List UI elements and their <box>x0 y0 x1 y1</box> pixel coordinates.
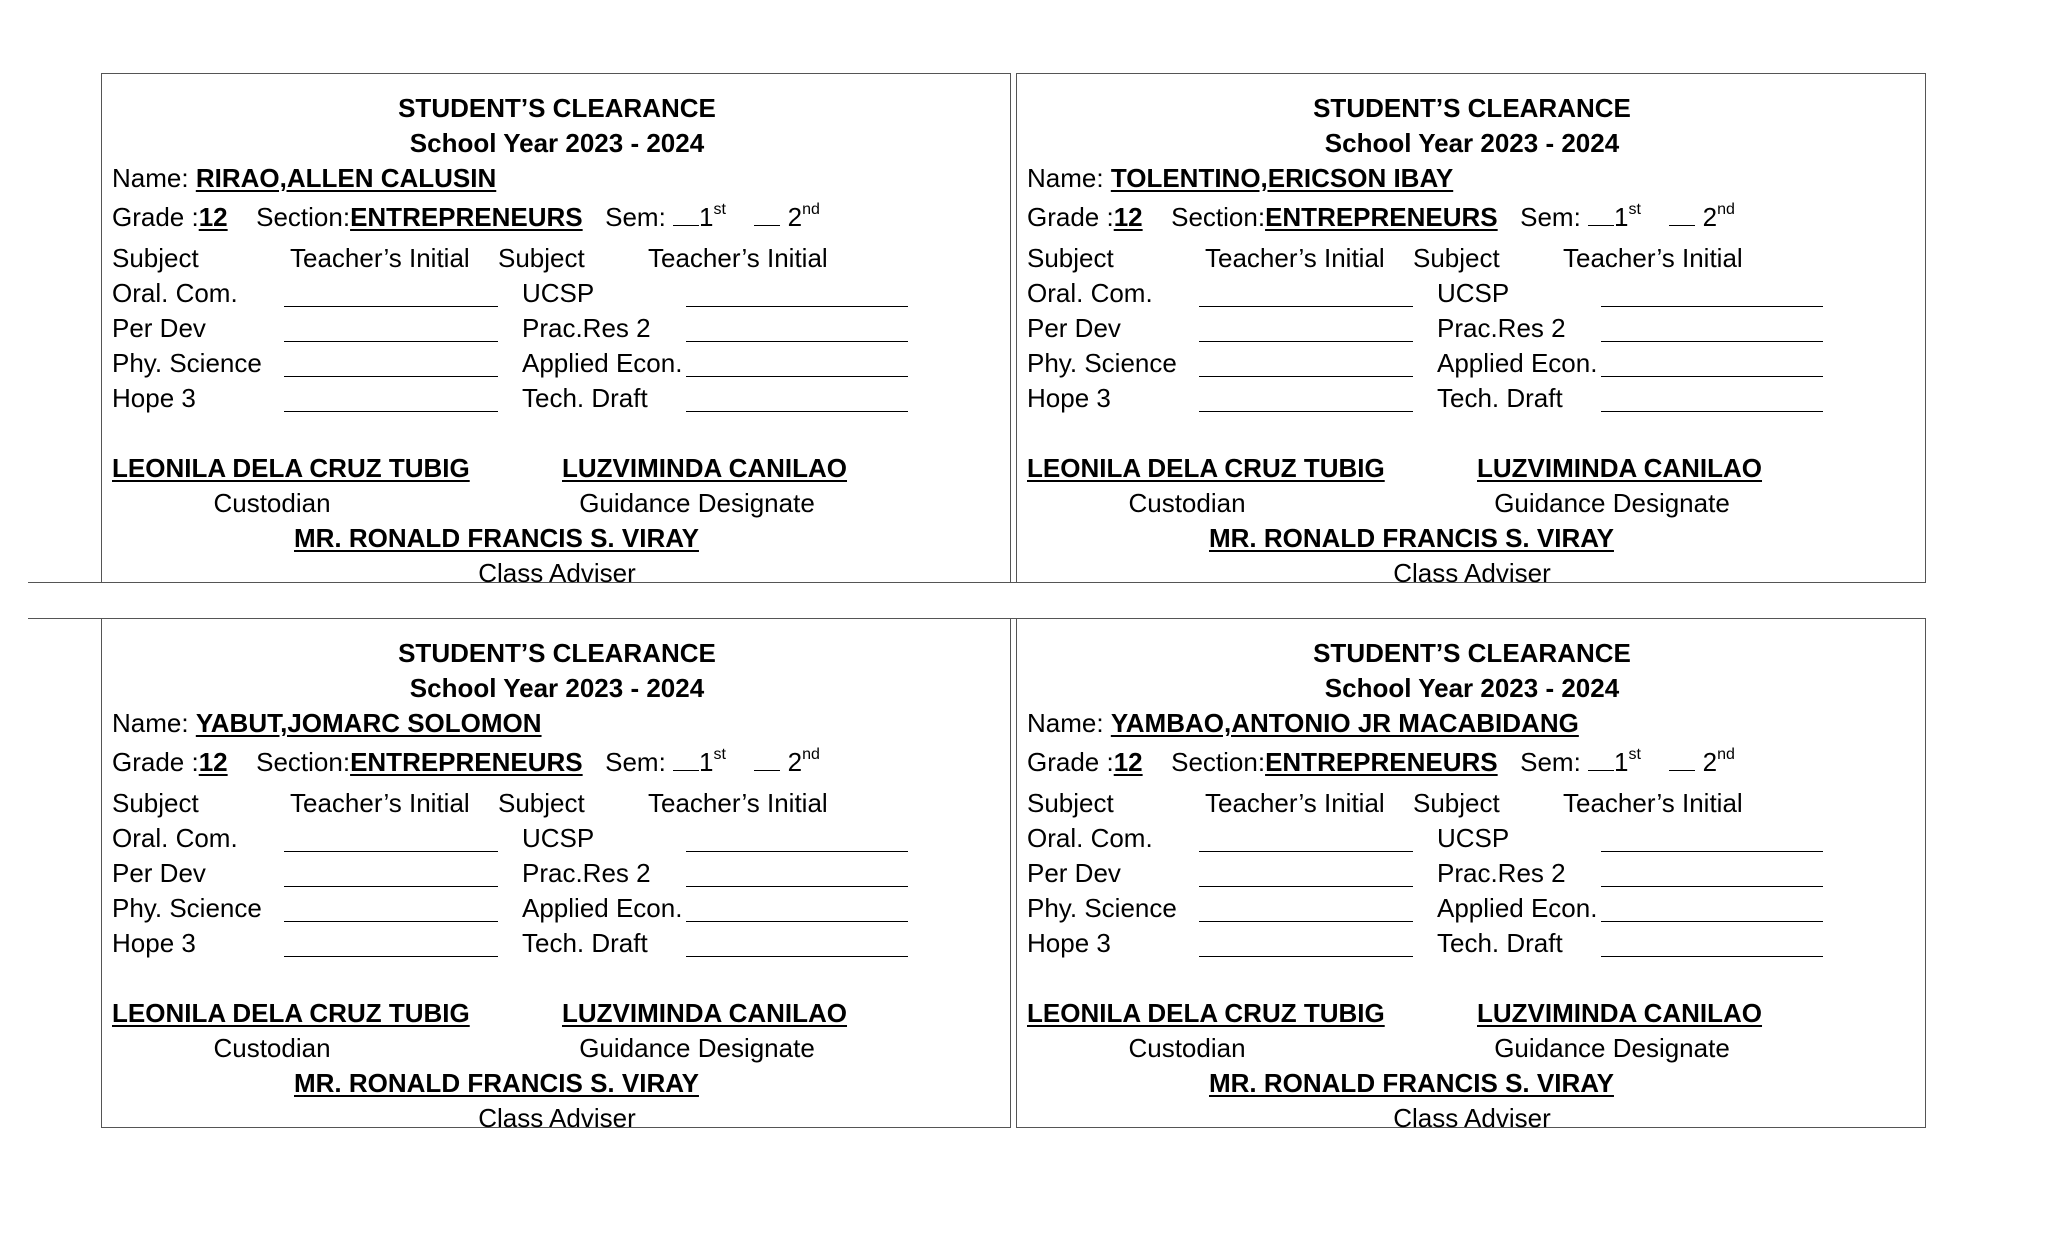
sem-first: 1 <box>1614 202 1629 232</box>
initial-blank-left[interactable] <box>284 280 498 307</box>
initial-blank-right[interactable] <box>1601 280 1823 307</box>
guidance-name: LUZVIMINDA CANILAO <box>562 998 848 1028</box>
grade-section-row <box>112 747 820 777</box>
section-value: ENTREPRENEURS <box>1265 747 1498 777</box>
custodian-name: LEONILA DELA CRUZ TUBIG <box>112 453 470 483</box>
sem-first-blank[interactable] <box>673 225 699 226</box>
subject-right-label: UCSP <box>522 823 595 853</box>
subject-left-label: Phy. Science <box>112 348 262 378</box>
subject-header-right: Subject <box>1413 788 1500 818</box>
guidance-name: LUZVIMINDA CANILAO <box>562 453 848 483</box>
grade-label: Grade : <box>1027 747 1114 777</box>
custodian-role: Custodian <box>213 1033 331 1063</box>
initial-blank-left[interactable] <box>284 930 498 957</box>
adviser-role: Class Adviser <box>478 558 636 588</box>
initial-header-right: Teacher’s Initial <box>1563 788 1743 818</box>
sem-second-blank[interactable] <box>754 770 780 771</box>
sem-second: 2 <box>1702 202 1718 232</box>
subject-left-label: Phy. Science <box>1027 348 1177 378</box>
sem-label: Sem: <box>605 747 666 777</box>
subject-left-label: Hope 3 <box>1027 383 1111 413</box>
clearance-card <box>1016 73 1926 588</box>
sem-second-blank[interactable] <box>1669 225 1695 226</box>
sem-label: Sem: <box>605 202 666 232</box>
subject-left-label: Hope 3 <box>112 383 196 413</box>
subject-left-label: Phy. Science <box>1027 893 1177 923</box>
initial-blank-right[interactable] <box>686 280 908 307</box>
subject-left-label: Hope 3 <box>1027 928 1111 958</box>
subject-header-left: Subject <box>1027 243 1114 273</box>
adviser-role: Class Adviser <box>1393 558 1551 588</box>
subject-header-right: Subject <box>1413 243 1500 273</box>
subject-right-label: Prac.Res 2 <box>522 313 651 343</box>
sem-second-sup: nd <box>802 201 820 219</box>
initial-blank-left[interactable] <box>284 385 498 412</box>
sem-first-sup: st <box>713 746 726 764</box>
subject-left-label: Hope 3 <box>112 928 196 958</box>
grade-section-row <box>112 202 820 232</box>
initial-blank-left[interactable] <box>1199 860 1413 887</box>
name-row <box>1027 163 1453 193</box>
subject-header-left: Subject <box>112 243 199 273</box>
subject-header-right: Subject <box>498 788 585 818</box>
initial-blank-right[interactable] <box>1601 385 1823 412</box>
initial-header-left: Teacher’s Initial <box>290 243 470 273</box>
grade-section-row <box>1027 747 1735 777</box>
adviser-name: MR. RONALD FRANCIS S. VIRAY <box>294 1068 699 1098</box>
subject-right-label: Tech. Draft <box>1437 928 1563 958</box>
form-title: STUDENT’S CLEARANCE <box>1313 638 1631 668</box>
name-label: Name: <box>112 708 189 738</box>
sem-second: 2 <box>787 747 803 777</box>
initial-blank-right[interactable] <box>1601 350 1823 377</box>
initial-blank-left[interactable] <box>1199 350 1413 377</box>
subject-header-left: Subject <box>1027 788 1114 818</box>
adviser-role: Class Adviser <box>478 1103 636 1133</box>
guidance-name: LUZVIMINDA CANILAO <box>1477 998 1763 1028</box>
section-label: Section: <box>1171 202 1266 232</box>
initial-blank-right[interactable] <box>686 385 908 412</box>
initial-blank-right[interactable] <box>686 350 908 377</box>
sem-first-sup: st <box>1628 201 1641 219</box>
grade-value: 12 <box>1113 202 1143 232</box>
initial-blank-right[interactable] <box>1601 860 1823 887</box>
grade-value: 12 <box>198 747 228 777</box>
name-row <box>112 163 496 193</box>
initial-blank-right[interactable] <box>1601 825 1823 852</box>
subject-left-label: Oral. Com. <box>112 278 238 308</box>
initial-header-right: Teacher’s Initial <box>648 788 828 818</box>
initial-blank-left[interactable] <box>284 860 498 887</box>
sem-first-sup: st <box>1628 746 1641 764</box>
subject-right-label: Applied Econ. <box>522 348 683 378</box>
initial-blank-right[interactable] <box>1601 895 1823 922</box>
initial-blank-right[interactable] <box>686 860 908 887</box>
subject-right-label: UCSP <box>1437 278 1510 308</box>
section-label: Section: <box>256 747 351 777</box>
guidance-role: Guidance Designate <box>579 1033 815 1063</box>
subject-right-label: Applied Econ. <box>1437 893 1598 923</box>
sem-first: 1 <box>699 202 714 232</box>
clearance-card <box>1016 618 1926 1133</box>
sem-second-sup: nd <box>802 746 820 764</box>
subject-left-label: Per Dev <box>1027 313 1121 343</box>
initial-blank-right[interactable] <box>686 315 908 342</box>
adviser-name: MR. RONALD FRANCIS S. VIRAY <box>1209 523 1614 553</box>
clearance-card <box>101 618 1011 1133</box>
initial-blank-right[interactable] <box>1601 315 1823 342</box>
name-label: Name: <box>112 163 189 193</box>
subject-right-label: Tech. Draft <box>522 383 648 413</box>
initial-blank-left[interactable] <box>284 315 498 342</box>
sem-first-blank[interactable] <box>1588 770 1614 771</box>
initial-header-left: Teacher’s Initial <box>1205 788 1385 818</box>
subject-left-label: Per Dev <box>1027 858 1121 888</box>
initial-blank-right[interactable] <box>686 895 908 922</box>
custodian-name: LEONILA DELA CRUZ TUBIG <box>1027 453 1385 483</box>
student-name: YABUT,JOMARC SOLOMON <box>195 708 542 738</box>
section-value: ENTREPRENEURS <box>1265 202 1498 232</box>
clearance-card <box>101 73 1011 588</box>
guidance-role: Guidance Designate <box>579 488 815 518</box>
subject-left-label: Per Dev <box>112 313 206 343</box>
adviser-name: MR. RONALD FRANCIS S. VIRAY <box>1209 1068 1614 1098</box>
grade-section-row <box>1027 202 1735 232</box>
student-name: TOLENTINO,ERICSON IBAY <box>1110 163 1454 193</box>
subject-left-label: Per Dev <box>112 858 206 888</box>
sem-second-blank[interactable] <box>754 225 780 226</box>
subject-right-label: Tech. Draft <box>522 928 648 958</box>
adviser-role: Class Adviser <box>1393 1103 1551 1133</box>
form-title: STUDENT’S CLEARANCE <box>1313 93 1631 123</box>
name-label: Name: <box>1027 163 1104 193</box>
initial-blank-right[interactable] <box>686 930 908 957</box>
initial-blank-left[interactable] <box>284 895 498 922</box>
student-name: YAMBAO,ANTONIO JR MACABIDANG <box>1110 708 1579 738</box>
sem-first-blank[interactable] <box>1588 225 1614 226</box>
adviser-name: MR. RONALD FRANCIS S. VIRAY <box>294 523 699 553</box>
name-row <box>1027 708 1579 738</box>
subject-left-label: Oral. Com. <box>112 823 238 853</box>
initial-header-right: Teacher’s Initial <box>648 243 828 273</box>
subject-right-label: Applied Econ. <box>522 893 683 923</box>
subject-right-label: UCSP <box>1437 823 1510 853</box>
sem-second-sup: nd <box>1717 201 1735 219</box>
custodian-role: Custodian <box>1128 488 1246 518</box>
initial-header-left: Teacher’s Initial <box>290 788 470 818</box>
student-name: RIRAO,ALLEN CALUSIN <box>195 163 497 193</box>
section-label: Section: <box>1171 747 1266 777</box>
custodian-role: Custodian <box>1128 1033 1246 1063</box>
grade-label: Grade : <box>112 202 199 232</box>
subject-right-label: UCSP <box>522 278 595 308</box>
sem-first: 1 <box>1614 747 1629 777</box>
custodian-role: Custodian <box>213 488 331 518</box>
guidance-role: Guidance Designate <box>1494 1033 1730 1063</box>
subject-right-label: Tech. Draft <box>1437 383 1563 413</box>
initial-blank-left[interactable] <box>284 350 498 377</box>
initial-blank-left[interactable] <box>1199 825 1413 852</box>
subject-left-label: Oral. Com. <box>1027 823 1153 853</box>
subject-right-label: Prac.Res 2 <box>1437 313 1566 343</box>
sem-first: 1 <box>699 747 714 777</box>
guidance-name: LUZVIMINDA CANILAO <box>1477 453 1763 483</box>
form-title: STUDENT’S CLEARANCE <box>398 93 716 123</box>
initial-blank-left[interactable] <box>1199 930 1413 957</box>
subject-header-left: Subject <box>112 788 199 818</box>
grade-label: Grade : <box>1027 202 1114 232</box>
school-year: School Year 2023 - 2024 <box>409 673 705 703</box>
school-year: School Year 2023 - 2024 <box>1324 128 1620 158</box>
initial-header-right: Teacher’s Initial <box>1563 243 1743 273</box>
initial-header-left: Teacher’s Initial <box>1205 243 1385 273</box>
sem-first-sup: st <box>713 201 726 219</box>
initial-blank-right[interactable] <box>686 825 908 852</box>
sem-second: 2 <box>787 202 803 232</box>
subject-header-right: Subject <box>498 243 585 273</box>
initial-blank-left[interactable] <box>1199 280 1413 307</box>
name-label: Name: <box>1027 708 1104 738</box>
initial-blank-left[interactable] <box>1199 895 1413 922</box>
sem-label: Sem: <box>1520 747 1581 777</box>
initial-blank-left[interactable] <box>1199 315 1413 342</box>
grade-value: 12 <box>198 202 228 232</box>
initial-blank-left[interactable] <box>284 825 498 852</box>
sem-second-blank[interactable] <box>1669 770 1695 771</box>
subject-left-label: Phy. Science <box>112 893 262 923</box>
form-title: STUDENT’S CLEARANCE <box>398 638 716 668</box>
subject-left-label: Oral. Com. <box>1027 278 1153 308</box>
name-row <box>112 708 542 738</box>
school-year: School Year 2023 - 2024 <box>1324 673 1620 703</box>
subject-right-label: Applied Econ. <box>1437 348 1598 378</box>
guidance-role: Guidance Designate <box>1494 488 1730 518</box>
section-value: ENTREPRENEURS <box>350 202 583 232</box>
sem-second-sup: nd <box>1717 746 1735 764</box>
initial-blank-right[interactable] <box>1601 930 1823 957</box>
initial-blank-left[interactable] <box>1199 385 1413 412</box>
grade-label: Grade : <box>112 747 199 777</box>
grade-value: 12 <box>1113 747 1143 777</box>
custodian-name: LEONILA DELA CRUZ TUBIG <box>112 998 470 1028</box>
subject-right-label: Prac.Res 2 <box>1437 858 1566 888</box>
school-year: School Year 2023 - 2024 <box>409 128 705 158</box>
sem-first-blank[interactable] <box>673 770 699 771</box>
sem-label: Sem: <box>1520 202 1581 232</box>
section-label: Section: <box>256 202 351 232</box>
sem-second: 2 <box>1702 747 1718 777</box>
section-value: ENTREPRENEURS <box>350 747 583 777</box>
custodian-name: LEONILA DELA CRUZ TUBIG <box>1027 998 1385 1028</box>
subject-right-label: Prac.Res 2 <box>522 858 651 888</box>
